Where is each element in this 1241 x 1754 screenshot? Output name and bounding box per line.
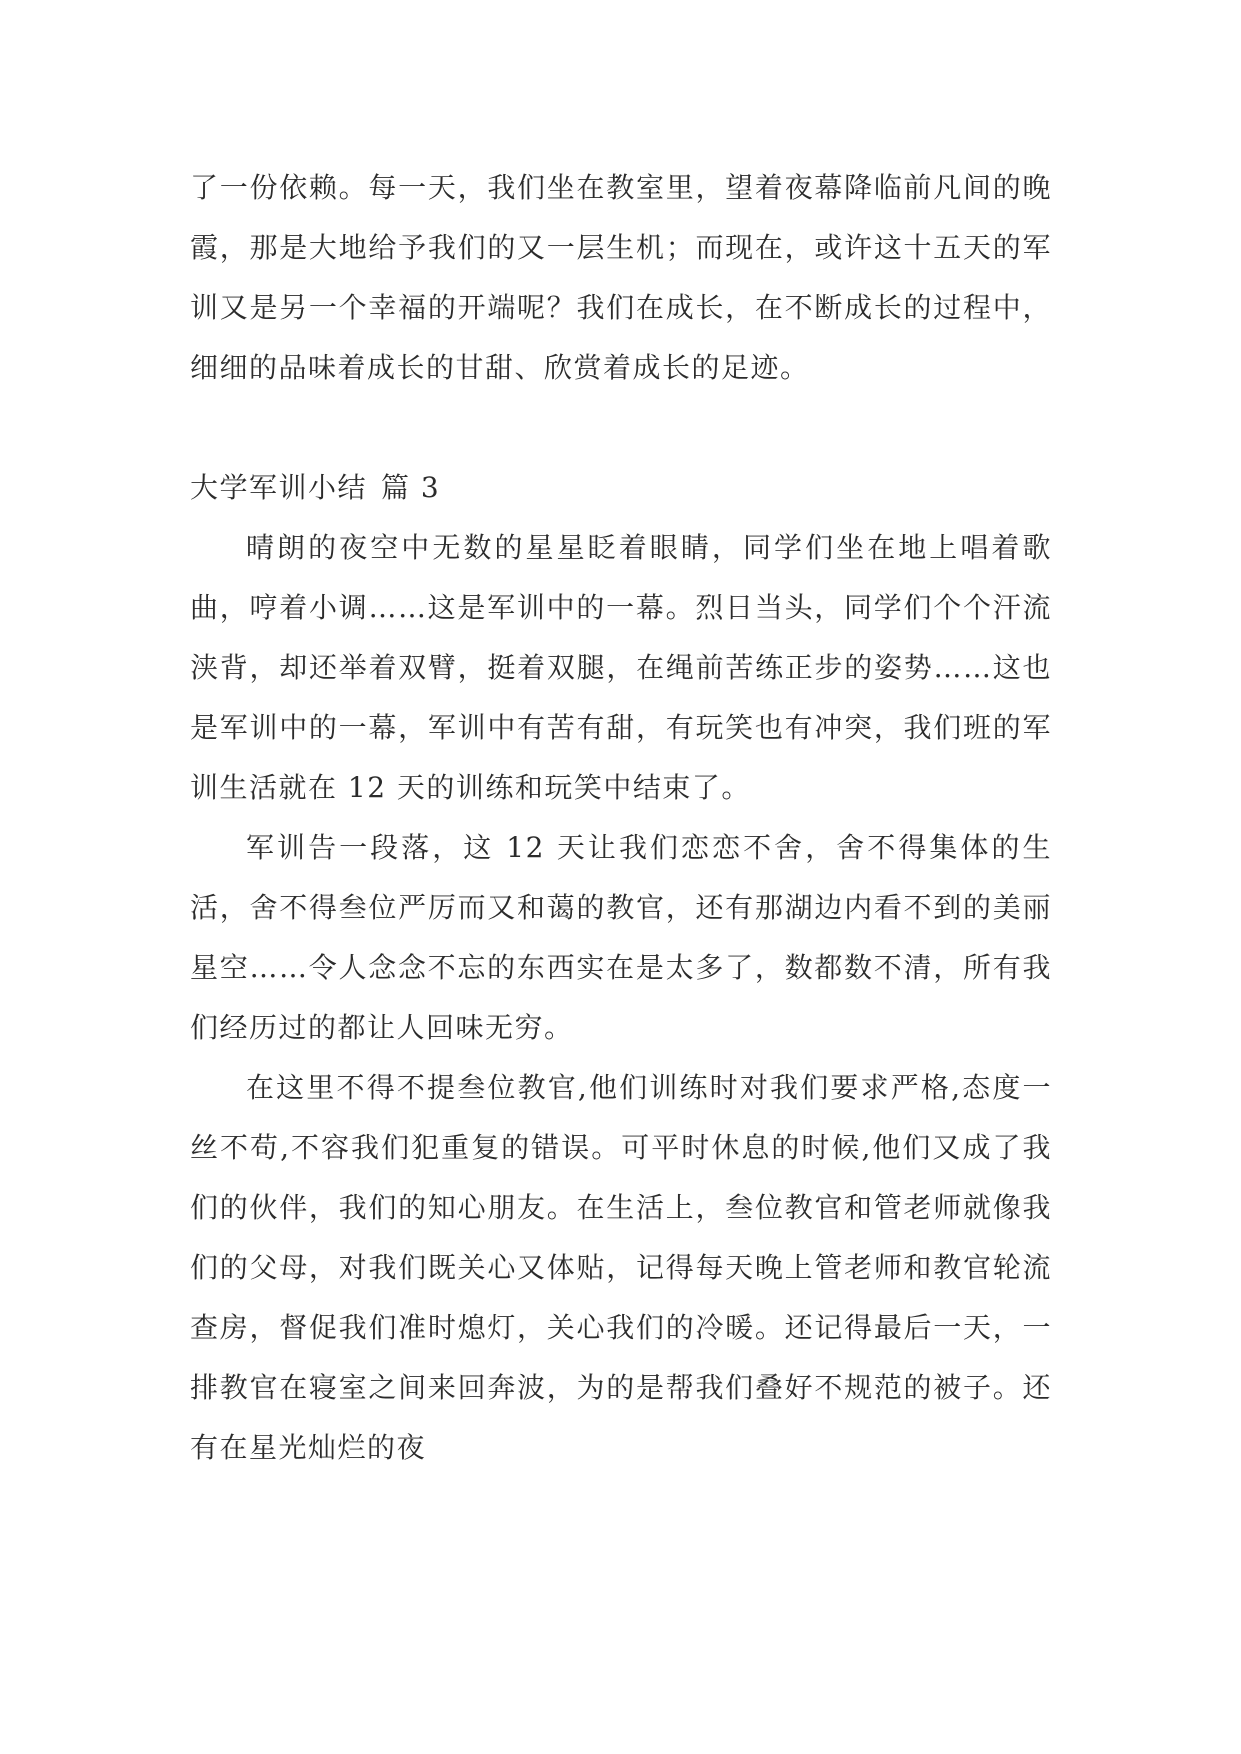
section-title: 大学军训小结: [190, 471, 368, 504]
continuation-paragraph: 了一份依赖。每一天，我们坐在教室里，望着夜幕降临前凡间的晚霞，那是大地给予我们的又一层生机；而现在，或许这十五天的军训又是另一个幸福的开端呢？我们在成长，在不断成长的过程中，细细的品味着成长的甘甜、欣赏着成长的足迹。: [190, 171, 1052, 384]
body-paragraph-2: 军训告一段落，这 12 天让我们恋恋不舍，舍不得集体的生活，舍不得叁位严厉而又和蔼的教官，还有那湖边内看不到的美丽星空……令人念念不忘的东西实在是太多了，数都数不清，所有我们经历过的都让人回味无穷。: [190, 831, 1052, 1044]
body-paragraph-3: 在这里不得不提叁位教官,他们训练时对我们要求严格,态度一丝不苟,不容我们犯重复的错误。可平时休息的时候,他们又成了我们的伙伴，我们的知心朋友。在生活上，叁位教官和管老师就像我们的父母，对我们既关心又体贴，记得每天晚上管老师和教官轮流查房，督促我们准时熄灯，关心我们的冷暖。还记得最后一天，一排教官在寝室之间来回奔波，为的是帮我们叠好不规范的被子。还有在星光灿烂的夜: [190, 1071, 1052, 1464]
section-heading: [190, 458, 1052, 518]
body-paragraph-1: 晴朗的夜空中无数的星星眨着眼睛，同学们坐在地上唱着歌曲，哼着小调……这是军训中的一幕。烈日当头，同学们个个汗流浃背，却还举着双臂，挺着双腿，在绳前苦练正步的姿势……这也是军训中的一幕，军训中有苦有甜，有玩笑也有冲突，我们班的军训生活就在 12 天的训练和玩笑中结束了。: [190, 531, 1052, 804]
section-gap: [190, 398, 1052, 458]
document-body: [190, 158, 1052, 1478]
section-label: 篇 3: [381, 471, 441, 504]
